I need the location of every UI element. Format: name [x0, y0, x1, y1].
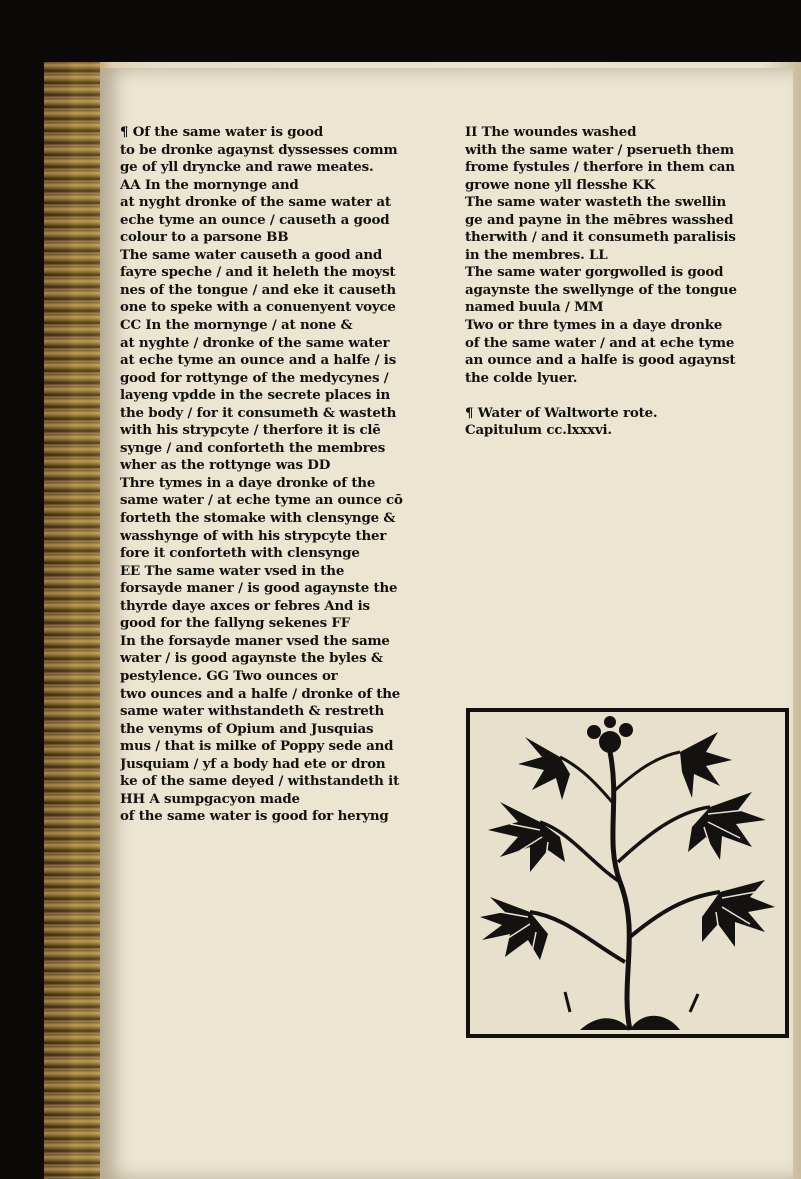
text-line: wasshynge of with his strypcyte ther: [120, 527, 387, 544]
text-line: nes of the tongue / and eke it causeth: [120, 281, 396, 298]
text-line: to be dronke agaynst dyssesses comm: [120, 141, 398, 158]
text-line: HH A sumpgacyon made: [120, 790, 300, 807]
text-line: Jusquiam / yf a body had ete or dron: [120, 755, 386, 772]
text-line: EE The same water vsed in the: [120, 562, 345, 579]
text-line: one to speke with a conuenyent voyce: [120, 299, 396, 316]
text-line: growe none yll flesshe KK: [465, 176, 655, 193]
text-line: CC In the mornynge / at none &: [120, 317, 353, 334]
text-line: thyrde daye axces or febres And is: [120, 597, 370, 614]
text-line: the venyms of Opium and Jusquias: [120, 720, 374, 737]
text-line: Thre tymes in a daye dronke of the: [120, 474, 376, 491]
text-line: the colde lyuer.: [465, 369, 578, 386]
text-line: agaynste the swellynge of the tongue: [465, 281, 737, 298]
text-line: ke of the same deyed / withstandeth it: [120, 773, 400, 790]
text-line: same water withstandeth & restreth: [120, 703, 385, 720]
text-line: forsayde maner / is good agaynste the: [120, 580, 398, 597]
text-line: mus / that is milke of Poppy sede and: [120, 738, 394, 755]
book-page-spread: [44, 62, 801, 1179]
text-line: good for rottynge of the medycynes /: [120, 369, 389, 386]
text-line: Two or thre tymes in a daye dronke: [465, 317, 723, 334]
text-line: ¶ Of the same water is good: [120, 124, 324, 140]
right-text-column: [465, 124, 795, 440]
left-text-column: [120, 124, 438, 826]
text-line: in the membres. LL: [465, 246, 608, 263]
text-line: forteth the stomake with clensynge &: [120, 510, 396, 527]
text-line: synge / and conforteth the membres: [120, 439, 386, 456]
text-line: therwith / and it consumeth paralisis: [465, 229, 736, 246]
text-line: ge and payne in the mēbres wasshed: [465, 211, 734, 228]
gilt-page-edge: [44, 62, 100, 1179]
text-line: of the same water / and at eche tyme: [465, 334, 735, 351]
text-line: an ounce and a halfe is good agaynst: [465, 352, 736, 369]
text-line: named buula / MM: [465, 299, 604, 316]
plant-woodcut-icon: [470, 712, 785, 1034]
woodcut-illustration: [466, 708, 789, 1038]
text-line: The same water causeth a good and: [120, 246, 383, 263]
text-line: II The woundes washed: [465, 124, 637, 140]
text-line: of the same water is good for heryng: [120, 808, 389, 825]
text-line: colour to a parsone BB: [120, 229, 289, 246]
chapter-number: Capitulum cc.lxxxvi.: [465, 422, 612, 439]
text-line: layeng vpdde in the secrete places in: [120, 387, 391, 404]
text-line: with the same water / pserueth them: [465, 141, 734, 158]
text-line: In the forsayde maner vsed the same: [120, 632, 390, 649]
text-line: at nyghte / dronke of the same water: [120, 334, 390, 351]
text-line: fayre speche / and it heleth the moyst: [120, 264, 396, 281]
text-line: at nyght dronke of the same water at: [120, 194, 391, 211]
text-line: wher as the rottynge was DD: [120, 457, 331, 474]
text-line: pestylence. GG Two ounces or: [120, 667, 338, 684]
text-line: The same water gorgwolled is good: [465, 264, 724, 281]
text-line: ge of yll dryncke and rawe meates.: [120, 159, 374, 176]
text-line: same water / at eche tyme an ounce cō: [120, 492, 403, 509]
text-line: good for the fallyng sekenes FF: [120, 615, 351, 632]
text-line: the body / for it consumeth & wasteth: [120, 404, 397, 421]
text-line: water / is good agaynste the byles &: [120, 650, 383, 667]
text-line: AA In the mornynge and: [120, 176, 299, 193]
text-line: fore it conforteth with clensynge: [120, 545, 360, 562]
text-line: [465, 387, 795, 405]
text-line: eche tyme an ounce / causeth a good: [120, 211, 390, 228]
text-line: with his strypcyte / therfore it is clē: [120, 422, 381, 439]
text-line: The same water wasteth the swellin: [465, 194, 726, 211]
text-line: two ounces and a halfe / dronke of the: [120, 685, 401, 702]
text-line: frome fystules / therfore in them can: [465, 159, 735, 176]
chapter-heading: ¶ Water of Waltworte rote.: [465, 404, 658, 421]
page: [100, 68, 793, 1179]
text-line: at eche tyme an ounce and a halfe / is: [120, 352, 397, 369]
